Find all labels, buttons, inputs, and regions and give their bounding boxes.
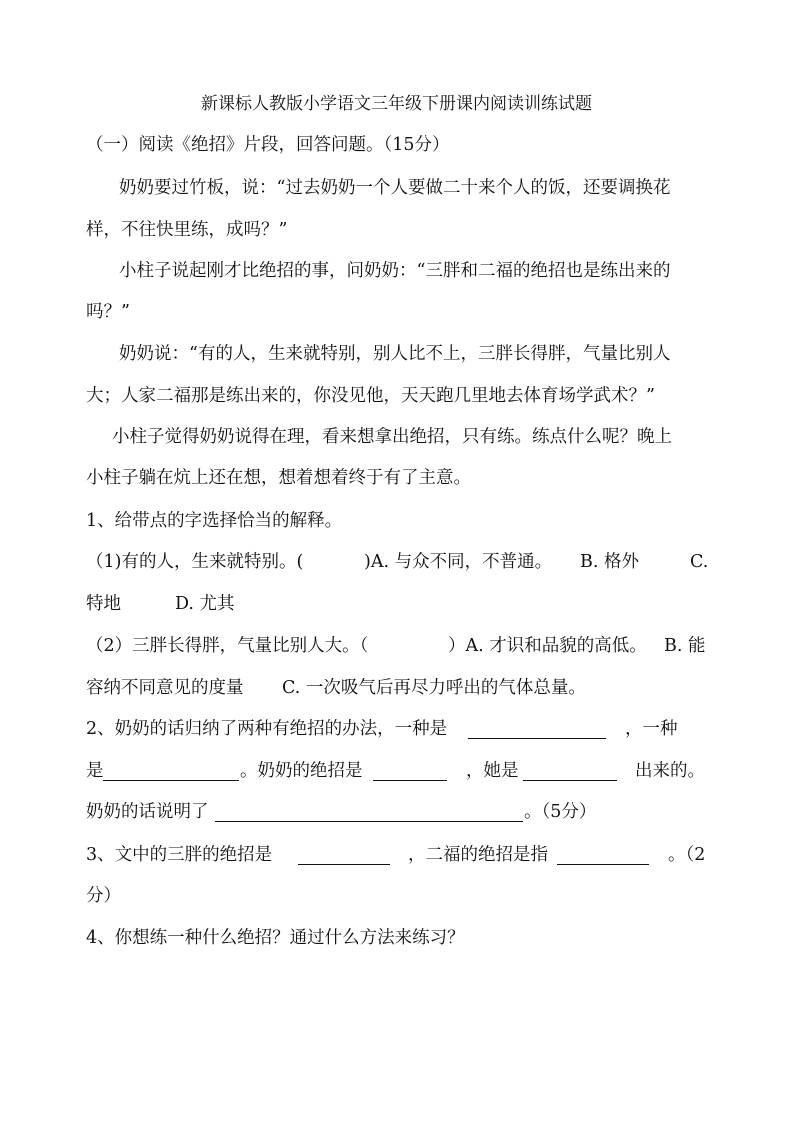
answer-blank[interactable]	[103, 762, 239, 781]
question-1-sub2-option-a: ）A. 才识和品貌的高低。	[448, 636, 647, 656]
answer-blank[interactable]	[557, 846, 649, 865]
question-1-prompt: 1、给带点的字选择恰当的解释。	[86, 511, 343, 531]
question-3-score: 。（2	[668, 845, 706, 865]
question-2-text: 出来的。	[635, 761, 705, 781]
passage-line: 小柱子躺在炕上还在想，想着想着终于有了主意。	[86, 468, 471, 488]
passage-line: 大；人家二福那是练出来的，你没见他，天天跑几里地去体育场学武术？”	[86, 386, 655, 406]
section-heading: （一）阅读《绝招》片段，回答问题。（15分）	[86, 135, 450, 155]
question-2-text: 。奶奶的绝招是	[240, 761, 363, 781]
question-4-prompt: 4、你想练一种什么绝招？通过什么方法来练习？	[86, 928, 465, 948]
question-3-score-cont: 分）	[86, 886, 121, 906]
question-1-sub2-option-b: B. 能	[664, 636, 706, 656]
question-1-sub1-option-a: )A. 与众不同，不普通。	[364, 552, 553, 572]
answer-blank[interactable]	[298, 846, 390, 865]
question-2-text: 是	[86, 761, 104, 781]
answer-blank[interactable]	[215, 803, 523, 822]
question-2-text: 2、奶奶的话归纳了两种有绝招的办法，一种是	[86, 719, 448, 739]
question-1-sub1-stem: （1)有的人，生来就特别。(	[86, 552, 304, 572]
passage-line: 奶奶说：“有的人，生来就特别，别人比不上，三胖长得胖，气量比别人	[119, 344, 671, 364]
passage-line: 小柱子说起刚才比绝招的事，问奶奶：“三胖和二福的绝招也是练出来的	[119, 261, 671, 281]
answer-blank[interactable]	[373, 762, 447, 781]
question-2-text: ，一种	[625, 719, 678, 739]
passage-line: 奶奶要过竹板，说：“过去奶奶一个人要做二十来个人的饭，还要调换花	[119, 178, 671, 198]
question-1-sub2-option-b-cont: 容纳不同意见的度量	[86, 678, 244, 698]
question-1-sub2-stem: （2）三胖长得胖，气量比别人大。（	[86, 636, 369, 656]
question-3-text: 3、文中的三胖的绝招是	[86, 845, 273, 865]
answer-blank[interactable]	[468, 720, 606, 739]
question-1-sub1-option-c-text: 特地	[86, 594, 121, 614]
question-1-sub1-option-d: D. 尤其	[175, 594, 235, 614]
passage-line: 吗？”	[86, 302, 130, 322]
question-2-text: ，她是	[466, 761, 519, 781]
passage-line: 样，不往快里练，成吗？”	[86, 220, 288, 240]
question-2-text: 奶奶的话说明了	[86, 802, 209, 822]
question-1-sub2-option-c: C. 一次吸气后再尽力呼出的气体总量。	[282, 678, 586, 698]
passage-line: 小柱子觉得奶奶说得在理，看来想拿出绝招，只有练。练点什么呢？晚上	[112, 427, 672, 447]
worksheet-title: 新课标人教版小学语文三年级下册课内阅读训练试题	[201, 94, 592, 114]
question-3-text: ，二福的绝招是指	[408, 845, 548, 865]
answer-blank[interactable]	[523, 762, 617, 781]
question-2-score: 。（5分）	[524, 802, 597, 822]
question-1-sub1-option-c-letter: C.	[690, 552, 709, 572]
question-1-sub1-option-b: B. 格外	[580, 552, 639, 572]
